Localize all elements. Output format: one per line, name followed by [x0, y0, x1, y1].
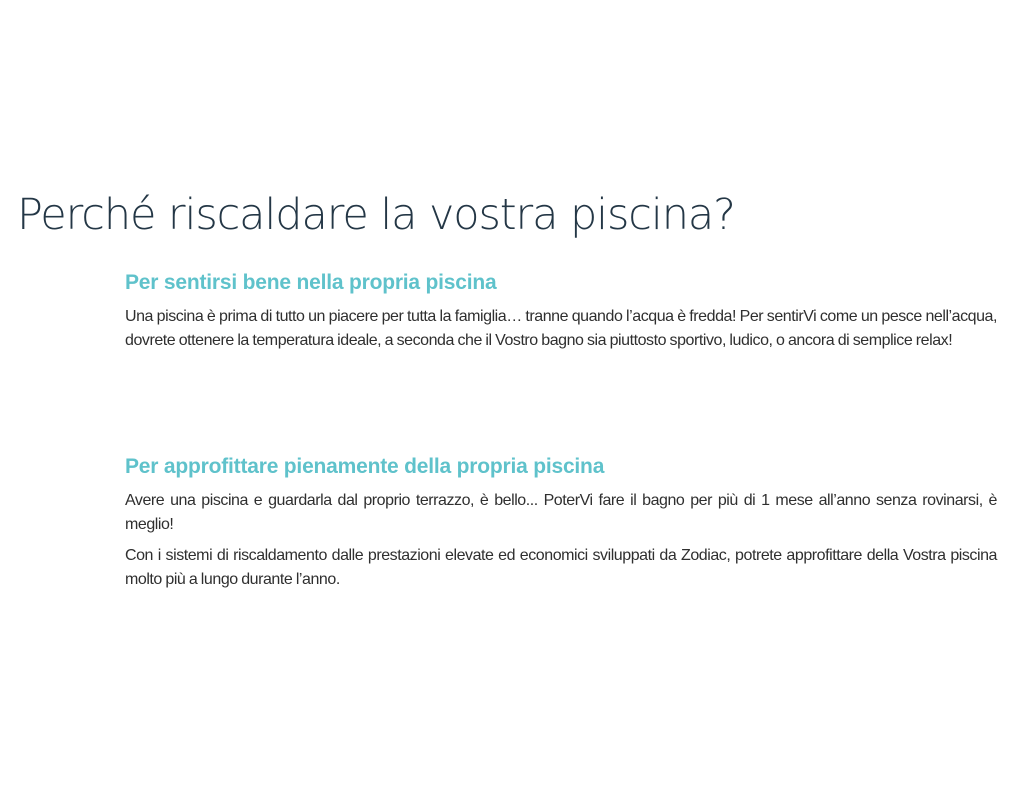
- section-enjoy-fully: [125, 452, 997, 592]
- section-feel-good: [125, 268, 997, 353]
- section-heading: Per sentirsi bene nella propria piscina: [125, 271, 497, 294]
- section-heading: Per approfittare pienamente della propria piscina: [125, 455, 605, 478]
- section-paragraph: Avere una piscina e guardarla dal proprio terrazzo, è bello... PoterVi fare il bagno per più di 1 mese all’anno senza rovinarsi, è meglio!: [125, 492, 997, 533]
- section-paragraph: Con i sistemi di riscaldamento dalle prestazioni elevate ed economici sviluppati da Zodiac, potrete approfittare della Vostra piscina molto più a lungo durante l’anno.: [125, 547, 997, 588]
- section-paragraph: Una piscina è prima di tutto un piacere per tutta la famiglia… tranne quando l’acqua è fredda! Per sentirVi come un pesce nell’acqua, dovrete ottenere la temperatura ideale, a seconda che il Vostro bagno sia piuttosto sportivo, ludico, o ancora di semplice relax!: [125, 308, 997, 349]
- page-title: Perché riscaldare la vostra piscina?: [17, 190, 735, 240]
